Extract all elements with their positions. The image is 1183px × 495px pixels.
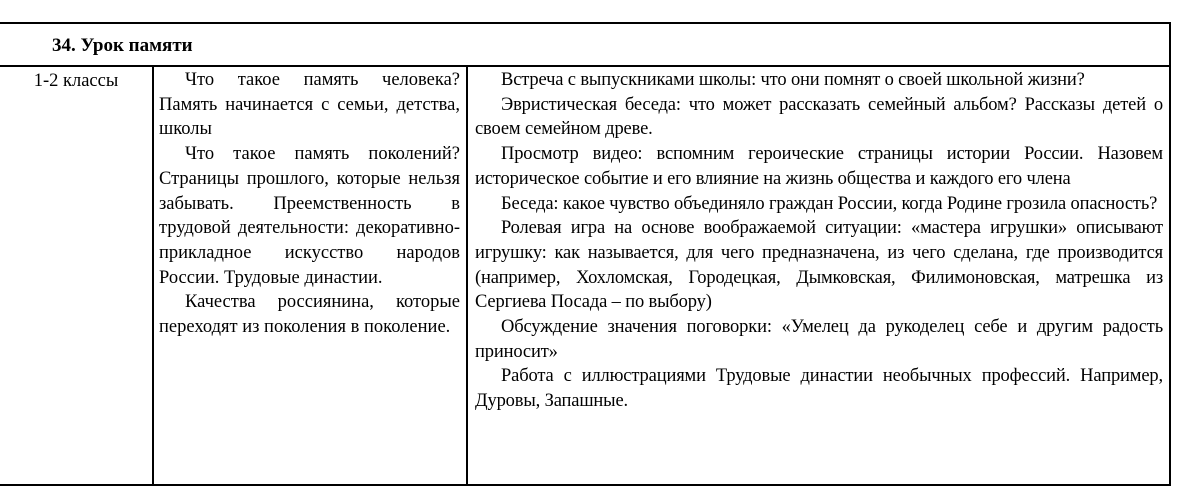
activity-paragraph: Эвристическая беседа: что может рассказать семейный альбом? Рассказы детей о своем семейном древе. (475, 94, 1163, 140)
activity-paragraph: Встреча с выпускниками школы: что они помнят о своей школьной жизни? (501, 70, 1085, 90)
topic-paragraph: Качества россиянина, которые переходят из поколения в поколение. (159, 292, 460, 338)
header-bottom-border (0, 65, 1171, 67)
activity-paragraph: Ролевая игра на основе воображаемой ситуации: «мастера игрушки» описывают игрушку: как называется, для чего предназначена, из чего сделана, где производится (например, Хохломская, Городецкая, Дымковская, Филимоновская, матрешка из Сергиева Посада – по выбору) (475, 218, 1163, 313)
activity-paragraph: Работа с иллюстрациями Трудовые династии необычных профессий. Например, Дуровы, Запашные. (475, 366, 1163, 412)
activity-paragraph: Просмотр видео: вспомним героические страницы истории России. Назовем историческое событие и его влияние на жизнь общества и каждого его члена (475, 144, 1163, 189)
activities-cell (475, 68, 1163, 414)
column-divider-1 (152, 65, 154, 486)
table-bottom-border (0, 484, 1171, 486)
table-top-border (0, 22, 1171, 24)
topic-paragraph: Что такое память человека? Память начинается с семьи, детства, школы (159, 70, 460, 140)
topic-paragraph: Что такое память поколений? Страницы прошлого, которые нельзя забывать. Преемственность в трудовой деятельности: декоративно-прикладное искусство народов России. Трудовые династии. (159, 144, 460, 288)
grade-cell: 1-2 классы (33, 71, 119, 91)
activity-paragraph: Беседа: какое чувство объединяло граждан России, когда Родине грозила опасность? (501, 193, 1158, 214)
column-divider-2 (466, 65, 468, 486)
activity-paragraph: Обсуждение значения поговорки: «Умелец да рукоделец себе и другим радость приносит» (475, 317, 1163, 362)
topics-cell (159, 68, 460, 340)
section-title: 34. Урок памяти (52, 35, 193, 56)
table-right-border (1169, 22, 1171, 486)
